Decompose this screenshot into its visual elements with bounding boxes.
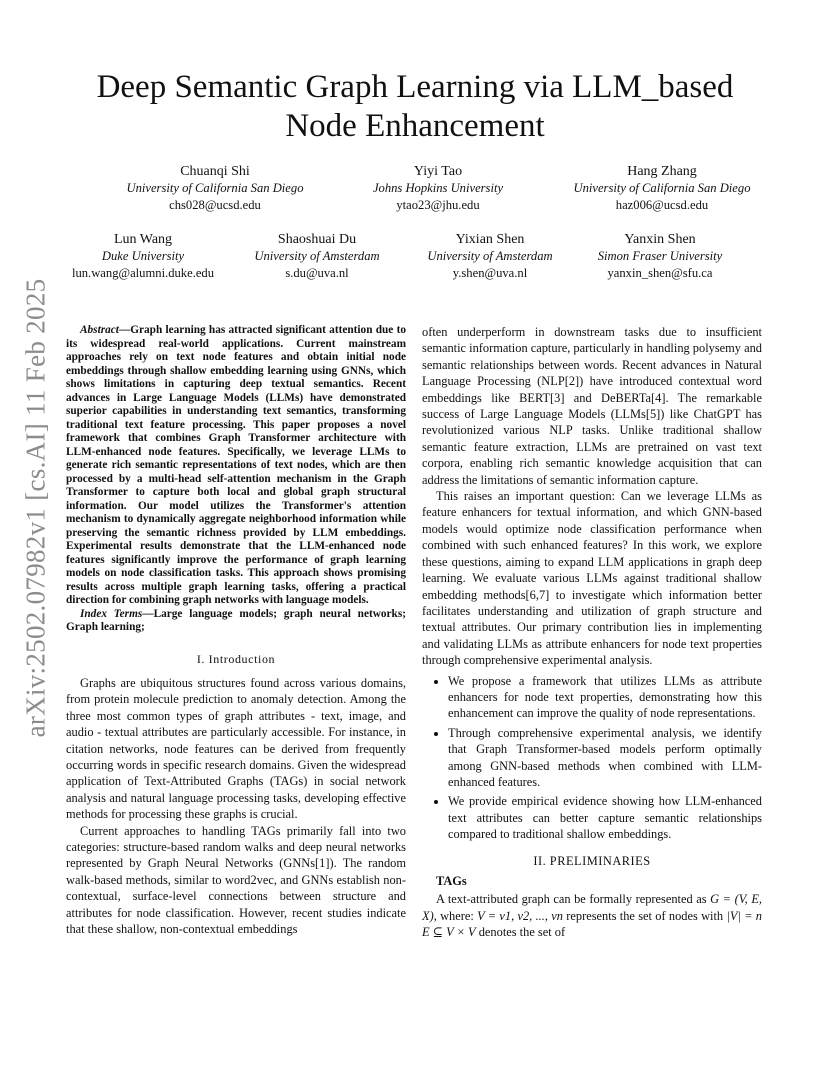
author-affiliation: Duke University	[101, 249, 185, 263]
tags-text: A text-attributed graph can be formally represented as	[436, 892, 707, 907]
author-affiliation: Johns Hopkins University	[372, 181, 504, 195]
author-email: yanxin_shen@sfu.ca	[607, 266, 713, 280]
author-email: y.shen@uva.nl	[452, 266, 528, 280]
intro-paragraph: Current approaches to handling TAGs primarily fall into two categories: structure-based random walks and deep neural networks represented by Graph Neural Networks (GNNs[1]). The random walk-based methods, similar to word2vec, and GNNs establish non-contextual, surface-level connections between structure and attributes for node classification. However, recent studies indicate that these shallow, non-contextual embeddings	[66, 823, 406, 936]
body-paragraph: often underperform in downstream tasks due to insufficient semantic information capture, particularly in handling polysemy and semantic relationships between words. Recent advances in Natural Language Processing (NLP[2]) have introduced contextual word embeddings like BERT[3] and DeBERTa[4]. The remarkable success of Large Language Models (LLMs[5]) like ChatGPT has revolutionized various NLP tasks. Unlike traditional shallow semantic feature extraction, LLMs are pretrained on vast text corpora, enabling rich semantic knowledge acquisition that can address the limitations of semantic information capture.	[422, 325, 762, 487]
abstract	[66, 324, 406, 608]
section-heading-preliminaries: II. PRELIMINARIES	[533, 853, 651, 868]
intro-paragraph: Graphs are ubiquitous structures found across various domains, from protein molecule prediction to anomaly detection. Among the three most common types of graph attributes - text, image, and audio - textual attributes are particularly accessible. For instance, in citation networks, node features can be derived from frequently occurring words in specific research domains. Given the widespread application of Text-Attributed Graphs (TAGs) in social network analysis and natural language processing tasks, developing effective methods for processing these graphs is crucial.	[66, 675, 406, 822]
list-item: • Through comprehensive experimental analysis, we identify that Graph Transformer-based models perform optimally among GNN-based methods when combined with LLM-enhanced features.	[448, 725, 762, 791]
author-email: s.du@uva.nl	[285, 266, 349, 280]
tags-text: , where:	[433, 908, 474, 923]
author-block	[555, 231, 765, 282]
index-terms-text: —Large language models; graph neural networks; Graph learning;	[66, 607, 406, 633]
tags-text: denotes the set of	[478, 925, 566, 940]
tags-text: represents the set of nodes with	[566, 908, 724, 923]
index-terms	[66, 608, 406, 635]
math-expression: G = (V, E, X)	[422, 892, 762, 923]
contributions-list	[422, 673, 762, 843]
arxiv-identifier	[16, 268, 56, 748]
paper-title-line1: Deep Semantic Graph Learning via LLM_based	[96, 69, 734, 105]
author-name: Yanxin Shen	[624, 232, 696, 247]
author-block	[110, 163, 320, 214]
right-column	[422, 324, 762, 941]
subsection-heading-tags: TAGs	[436, 874, 467, 888]
author-email: chs028@ucsd.edu	[169, 198, 261, 212]
list-item: • We provide empirical evidence showing how LLM-enhanced text attributes can better capture semantic relationships compared to traditional shallow embeddings.	[448, 793, 762, 842]
author-email: haz006@ucsd.edu	[615, 198, 709, 212]
author-name: Lun Wang	[113, 232, 173, 247]
author-name: Chuanqi Shi	[180, 164, 250, 179]
author-affiliation: Simon Fraser University	[597, 249, 723, 263]
list-item: • We propose a framework that utilizes LLMs as attribute enhancers for node text properties, demonstrating how this enhancement can improve the quality of node representations.	[448, 673, 762, 722]
math-expression: |V| = n E ⊆ V × V	[422, 908, 762, 940]
arxiv-identifier-text: arXiv:2502.07982v1 [cs.AI] 11 Feb 2025	[20, 278, 51, 738]
body-paragraph: This raises an important question: Can we leverage LLMs as feature enhancers for textual information, and which GNN-based models would optimize node classification performance when combined with such enhanced features? In this work, we explore these questions, aiming to expand LLM applications in graph deep learning. We evaluate various LLMs against traditional shallow embedding methods[6,7] to investigate which information better facilitates understanding and utilization of graph structure and textual attributes. Our primary contribution lies in implementing and validating LLMs as attribute enhancers for node text properties through comprehensive experimental analysis.	[422, 489, 762, 668]
author-email: ytao23@jhu.edu	[396, 198, 480, 212]
author-block	[333, 163, 543, 214]
author-name: Yixian Shen	[455, 232, 525, 247]
abstract-text: —Graph learning has attracted significant attention due to its widespread real-world applications. Current mainstream approaches rely on text node features and obtain initial node embeddings through shallow embedding learning using GNNs, which shows limitations in capturing deep textual semantics. Recent advances in Large Language Models (LLMs) have demonstrated superior capabilities in understanding text semantics, transforming traditional text feature processing. This paper proposes a novel framework that combines Graph Transformer architecture with LLM-enhanced node features. Specifically, we leverage LLMs to generate rich semantic representations of text nodes, which are then processed by a multi-head self-attention mechanism in the Graph Transformer to capture both local and global graph structural information. Our model utilizes the Transformer's attention mechanism to dynamically aggregate neighborhood information while preserving the semantic richness provided by LLM embeddings. Experimental results demonstrate that the LLM-enhanced node features significantly improve the performance of graph learning models on node classification tasks. This approach shows promising results across multiple graph learning tasks, offering a practical direction for combining graph networks with language models.	[66, 324, 406, 606]
abstract-label: Abstract	[80, 324, 119, 336]
math-expression: V = v1, v2, ..., vn	[477, 908, 563, 923]
author-affiliation: University of California San Diego	[573, 181, 751, 195]
author-email: lun.wang@alumni.duke.edu	[71, 266, 215, 280]
author-name: Shaoshuai Du	[277, 232, 357, 247]
tags-definition-paragraph	[422, 891, 762, 940]
author-name: Hang Zhang	[627, 164, 697, 179]
author-affiliation: University of Amsterdam	[427, 249, 553, 263]
author-affiliation: University of California San Diego	[126, 181, 304, 195]
author-affiliation: University of Amsterdam	[254, 249, 380, 263]
paper-title-line2: Node Enhancement	[285, 108, 545, 144]
index-terms-label: Index Terms	[80, 607, 143, 620]
paper-title	[70, 68, 760, 146]
author-block	[557, 163, 767, 214]
section-heading-introduction: I. Introduction	[196, 651, 276, 666]
left-column	[66, 324, 406, 937]
author-name: Yiyi Tao	[413, 164, 463, 179]
